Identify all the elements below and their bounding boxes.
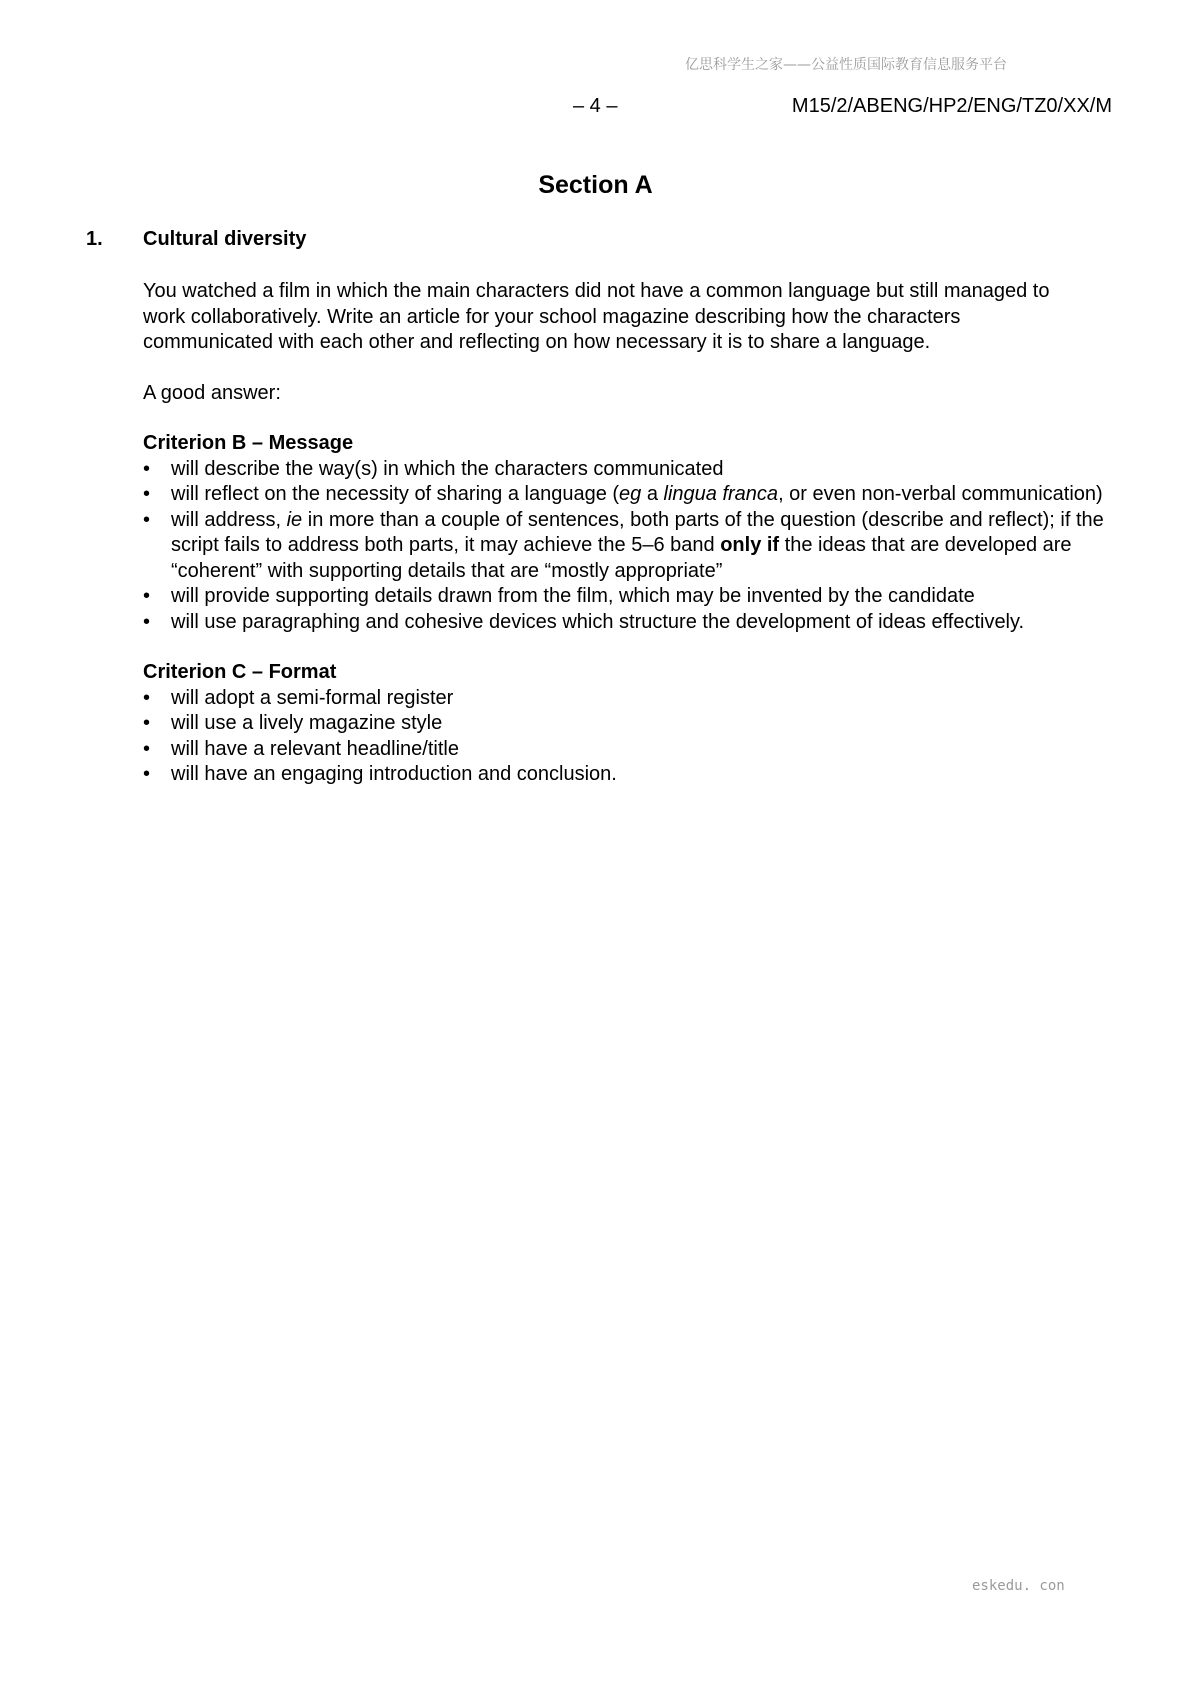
criterion-c-list [143,686,1133,788]
list-item: • will address, ie in more than a couple of sentences, both parts of the question (describe and reflect); if the script fails to address both parts, it may achieve the 5–6 band only if the ideas that are developed are “coherent” with supporting details that are “mostly appropriate” [143,508,1104,582]
bullet-icon: • [143,686,151,709]
list-item: • will use a lively magazine style [143,711,1133,737]
question-content [143,279,1133,788]
criterion-c-title: Criterion C – Format [143,661,337,683]
list-item: • will use paragraphing and cohesive devices which structure the development of ideas effectively. [143,610,1133,636]
bullet-icon: • [143,508,151,531]
question-number: 1. [86,228,103,250]
list-item: • will describe the way(s) in which the characters communicated [143,457,1133,483]
question-prompt: You watched a film in which the main characters did not have a common language but still managed to work collaboratively. Write an article for your school magazine describing how the characters communicated with each other and reflecting on how necessary it is to share a language. [143,280,1050,353]
bullet-icon: • [143,483,151,505]
bullet-icon: • [143,457,151,480]
list-item: • will reflect on the necessity of sharing a language (eg a lingua franca, or even non-verbal communication) [143,482,1133,508]
list-item: • will have an engaging introduction and conclusion. [143,762,1133,788]
criterion-b-list [143,457,1133,636]
bullet-icon: • [143,712,151,734]
watermark-top: 亿思科学生之家——公益性质国际教育信息服务平台 [685,57,1007,73]
bullet-icon: • [143,610,151,633]
list-item: • will provide supporting details drawn from the film, which may be invented by the candidate [143,584,1133,610]
bullet-icon: • [143,763,151,785]
page-number: – 4 – [573,95,618,117]
watermark-bottom: eskedu. con [972,1578,1065,1594]
paper-code: M15/2/ABENG/HP2/ENG/TZ0/XX/M [791,95,1112,117]
bullet-icon: • [143,585,151,607]
list-item: • will adopt a semi-formal register [143,686,1133,712]
bullet-icon: • [143,737,151,760]
question-title: Cultural diversity [143,228,307,250]
answer-intro: A good answer: [143,381,281,404]
question-heading [86,228,306,251]
criterion-b-title: Criterion B – Message [143,432,354,454]
section-title: Section A [538,171,653,199]
list-item: • will have a relevant headline/title [143,737,1133,763]
